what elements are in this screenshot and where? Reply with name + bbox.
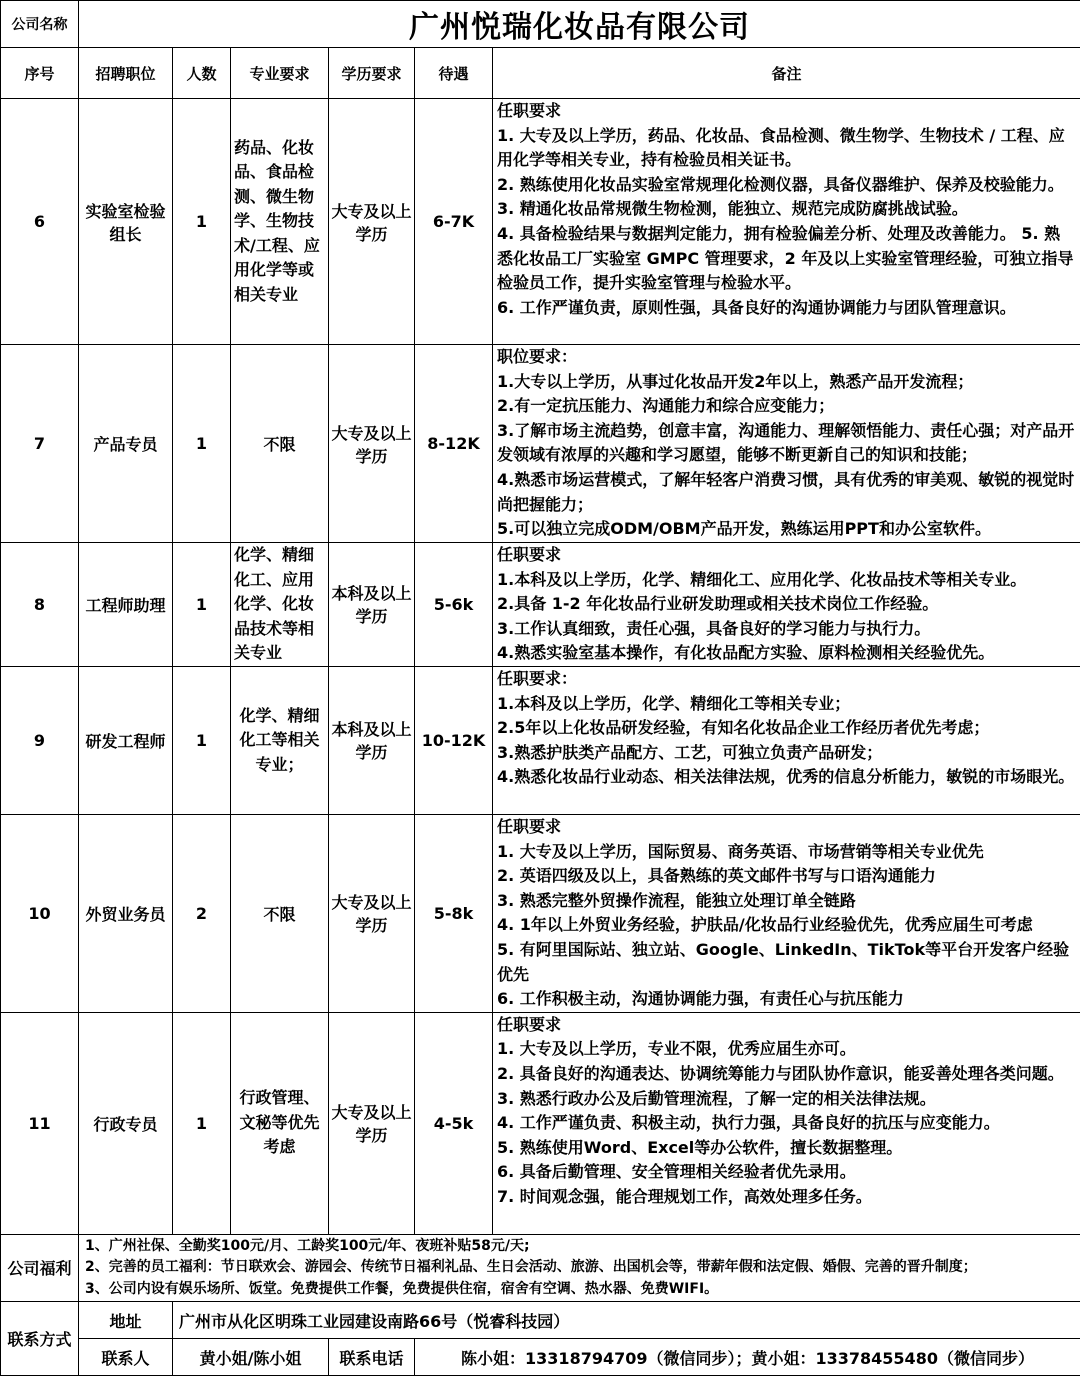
note-line: 4.熟悉化妆品行业动态、相关法律法规，优秀的信息分析能力，敏锐的市场眼光。 xyxy=(497,765,1076,790)
benefits-label: 公司福利 xyxy=(1,1234,79,1302)
job-title: 行政专员 xyxy=(79,1012,173,1234)
job-title: 工程师助理 xyxy=(79,543,173,667)
job-education: 大专及以上学历 xyxy=(329,814,415,1012)
company-name: 广州悦瑞化妆品有限公司 xyxy=(79,1,1080,48)
col-header-salary: 待遇 xyxy=(415,48,493,99)
note-line: 任职要求 xyxy=(497,1013,1076,1038)
job-seq: 6 xyxy=(1,99,79,345)
note-line: 3.熟悉护肤类产品配方、工艺，可独立负责产品研发； xyxy=(497,741,1076,766)
job-salary: 8-12K xyxy=(415,345,493,543)
note-line: 1. 大专及以上学历，国际贸易、商务英语、市场营销等相关专业优先 xyxy=(497,840,1076,865)
job-title: 产品专员 xyxy=(79,345,173,543)
col-header-seq: 序号 xyxy=(1,48,79,99)
job-major: 药品、化妆品、食品检测、微生物学、生物技术/工程、应用化学等或相关专业 xyxy=(231,99,329,345)
job-seq: 8 xyxy=(1,543,79,667)
note-line: 4. 具备检验结果与数据判定能力，拥有检验偏差分析、处理及改善能力。 5. 熟悉化妆品工厂实验室 GMPC 管理要求，2 年及以上实验室管理经验，可独立指导检验员工作，提升实验室管理与检验水平。 xyxy=(497,222,1076,296)
job-title: 研发工程师 xyxy=(79,666,173,814)
address-label: 地址 xyxy=(79,1302,173,1339)
col-header-education: 学历要求 xyxy=(329,48,415,99)
note-line: 1. 大专及以上学历，专业不限，优秀应届生亦可。 xyxy=(497,1037,1076,1062)
benefit-item: 2、完善的员工福利：节日联欢会、游园会、传统节日福利礼品、生日会活动、旅游、出国机会等，带薪年假和法定假、婚假、完善的晋升制度； xyxy=(85,1257,1074,1279)
note-line: 6. 工作严谨负责，原则性强，具备良好的沟通协调能力与团队管理意识。 xyxy=(497,296,1076,321)
contact-person-row xyxy=(1,1339,1080,1376)
phone-value: 陈小姐：13318794709（微信同步）；黄小姐：13378455480（微信同步） xyxy=(415,1339,1080,1376)
note-line: 2. 具备良好的沟通表达、协调统筹能力与团队协作意识，能妥善处理各类问题。 xyxy=(497,1062,1076,1087)
contact-label: 联系方式 xyxy=(1,1302,79,1376)
job-row xyxy=(1,1012,1080,1234)
job-education: 大专及以上学历 xyxy=(329,345,415,543)
job-education: 本科及以上学历 xyxy=(329,543,415,667)
job-salary: 10-12K xyxy=(415,666,493,814)
benefit-item: 1、广州社保、全勤奖100元/月、工龄奖100元/年、夜班补贴58元/天; xyxy=(85,1236,1074,1258)
job-seq: 10 xyxy=(1,814,79,1012)
job-count: 2 xyxy=(173,814,231,1012)
note-line: 2. 英语四级及以上，具备熟练的英文邮件书写与口语沟通能力 xyxy=(497,864,1076,889)
job-salary: 5-6k xyxy=(415,543,493,667)
job-notes xyxy=(493,1012,1080,1234)
job-row xyxy=(1,99,1080,345)
note-line: 6. 具备后勤管理、安全管理相关经验者优先录用。 xyxy=(497,1160,1076,1185)
job-row xyxy=(1,543,1080,667)
job-education: 大专及以上学历 xyxy=(329,99,415,345)
job-notes xyxy=(493,543,1080,667)
person-label: 联系人 xyxy=(79,1339,173,1376)
benefits-list xyxy=(79,1234,1080,1302)
job-major: 不限 xyxy=(231,814,329,1012)
note-line: 任职要求 xyxy=(497,543,1076,568)
col-header-major: 专业要求 xyxy=(231,48,329,99)
job-notes xyxy=(493,345,1080,543)
job-seq: 9 xyxy=(1,666,79,814)
note-line: 5.可以独立完成ODM/OBM产品开发，熟练运用PPT和办公室软件。 xyxy=(497,517,1076,542)
note-line: 3.了解市场主流趋势，创意丰富，沟通能力、理解领悟能力、责任心强；对产品开发领域有浓厚的兴趣和学习愿望，能够不断更新自己的知识和技能； xyxy=(497,419,1076,468)
job-major: 化学、精细化工等相关专业； xyxy=(231,666,329,814)
note-line: 4. 工作严谨负责、积极主动，执行力强，具备良好的抗压与应变能力。 xyxy=(497,1111,1076,1136)
job-title: 实验室检验组长 xyxy=(79,99,173,345)
phone-label: 联系电话 xyxy=(329,1339,415,1376)
column-header-row xyxy=(1,48,1080,99)
benefit-item: 3、公司内设有娱乐场所、饭堂。免费提供工作餐，免费提供住宿，宿舍有空调、热水器、免费WIFI。 xyxy=(85,1279,1074,1301)
col-header-position: 招聘职位 xyxy=(79,48,173,99)
note-line: 4.熟悉市场运营模式，了解年轻客户消费习惯，具有优秀的审美观、敏锐的视觉时尚把握能力； xyxy=(497,468,1076,517)
title-row xyxy=(1,1,1080,48)
note-line: 3.工作认真细致，责任心强，具备良好的学习能力与执行力。 xyxy=(497,617,1076,642)
job-major: 不限 xyxy=(231,345,329,543)
note-line: 1.大专以上学历，从事过化妆品开发2年以上，熟悉产品开发流程； xyxy=(497,370,1076,395)
job-row xyxy=(1,666,1080,814)
job-salary: 4-5k xyxy=(415,1012,493,1234)
job-count: 1 xyxy=(173,666,231,814)
job-notes xyxy=(493,99,1080,345)
job-notes xyxy=(493,666,1080,814)
job-seq: 7 xyxy=(1,345,79,543)
note-line: 7. 时间观念强，能合理规划工作，高效处理多任务。 xyxy=(497,1185,1076,1210)
note-line: 5. 熟练使用Word、Excel等办公软件，擅长数据整理。 xyxy=(497,1136,1076,1161)
note-line: 2.具备 1-2 年化妆品行业研发助理或相关技术岗位工作经验。 xyxy=(497,592,1076,617)
job-count: 1 xyxy=(173,99,231,345)
job-count: 1 xyxy=(173,345,231,543)
benefits-row xyxy=(1,1234,1080,1302)
note-line: 2.5年以上化妆品研发经验，有知名化妆品企业工作经历者优先考虑； xyxy=(497,716,1076,741)
note-line: 任职要求： xyxy=(497,667,1076,692)
job-count: 1 xyxy=(173,543,231,667)
job-seq: 11 xyxy=(1,1012,79,1234)
job-row xyxy=(1,814,1080,1012)
note-line: 3. 熟悉完整外贸操作流程，能独立处理订单全链路 xyxy=(497,889,1076,914)
note-line: 5. 有阿里国际站、独立站、Google、LinkedIn、TikTok等平台开发客户经验优先 xyxy=(497,938,1076,987)
note-line: 6. 工作积极主动，沟通协调能力强，有责任心与抗压能力 xyxy=(497,987,1076,1012)
note-line: 4. 1年以上外贸业务经验，护肤品/化妆品行业经验优先，优秀应届生可考虑 xyxy=(497,913,1076,938)
note-line: 任职要求 xyxy=(497,815,1076,840)
job-count: 1 xyxy=(173,1012,231,1234)
job-row xyxy=(1,345,1080,543)
job-salary: 6-7K xyxy=(415,99,493,345)
contact-address-row xyxy=(1,1302,1080,1339)
job-title: 外贸业务员 xyxy=(79,814,173,1012)
note-line: 3. 精通化妆品常规微生物检测，能独立、规范完成防腐挑战试验。 xyxy=(497,197,1076,222)
job-notes xyxy=(493,814,1080,1012)
note-line: 3. 熟悉行政办公及后勤管理流程，了解一定的相关法律法规。 xyxy=(497,1087,1076,1112)
col-header-count: 人数 xyxy=(173,48,231,99)
job-education: 大专及以上学历 xyxy=(329,1012,415,1234)
address-value: 广州市从化区明珠工业园建设南路66号（悦睿科技园） xyxy=(173,1302,1080,1339)
note-line: 1. 大专及以上学历，药品、化妆品、食品检测、微生物学、生物技术 / 工程、应用化学等相关专业，持有检验员相关证书。 xyxy=(497,124,1076,173)
note-line: 职位要求： xyxy=(497,345,1076,370)
job-major: 化学、精细化工、应用化学、化妆品技术等相关专业 xyxy=(231,543,329,667)
company-label: 公司名称 xyxy=(1,1,79,48)
job-education: 本科及以上学历 xyxy=(329,666,415,814)
note-line: 2.有一定抗压能力、沟通能力和综合应变能力； xyxy=(497,394,1076,419)
note-line: 1.本科及以上学历，化学、精细化工、应用化学、化妆品技术等相关专业。 xyxy=(497,568,1076,593)
job-salary: 5-8k xyxy=(415,814,493,1012)
job-major: 行政管理、文秘等优先考虑 xyxy=(231,1012,329,1234)
person-value: 黄小姐/陈小姐 xyxy=(173,1339,329,1376)
note-line: 4.熟悉实验室基本操作，有化妆品配方实验、原料检测相关经验优先。 xyxy=(497,641,1076,666)
note-line: 2. 熟练使用化妆品实验室常规理化检测仪器，具备仪器维护、保养及校验能力。 xyxy=(497,173,1076,198)
note-line: 1.本科及以上学历，化学、精细化工等相关专业； xyxy=(497,692,1076,717)
note-line: 任职要求 xyxy=(497,99,1076,124)
col-header-notes: 备注 xyxy=(493,48,1080,99)
